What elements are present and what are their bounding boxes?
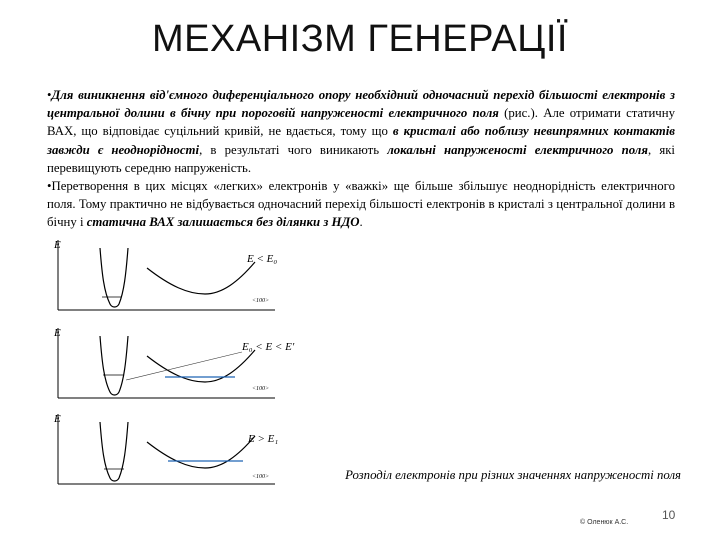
- bullet: •: [47, 88, 52, 102]
- emphasis-text: статична ВАХ залишається без ділянки з НДО: [86, 215, 360, 230]
- direction-label: <100>: [252, 386, 270, 392]
- condition-label: E > E₁: [248, 433, 279, 445]
- central-valley-curve: [100, 336, 128, 395]
- panel-2: [53, 327, 295, 398]
- transition-arrow: [126, 352, 242, 380]
- page-number: 10: [662, 508, 676, 522]
- valley-diagram: [40, 232, 310, 494]
- axis-label: E: [54, 413, 61, 425]
- paragraph-2: [47, 177, 675, 232]
- direction-label: <100>: [252, 298, 270, 304]
- emphasis-text: в кристалі або поблизу невипрямних контактів завжди є неоднорідності: [47, 124, 675, 157]
- paragraph-1: [47, 86, 675, 177]
- emphasis-text: локальні напруженості електричного поля: [387, 142, 648, 157]
- emphasis-text: Для виникнення від'ємного диференціального опору необхідний одночасний перехід більшості електронів з центральної долини в бічну при пороговій напруженості електричного поля: [47, 88, 675, 121]
- plain-text: .: [359, 215, 363, 230]
- body-text: [47, 86, 675, 232]
- axis-label: E: [54, 239, 61, 251]
- side-valley-curve: [147, 262, 255, 294]
- plain-text: , які перевищують середню напруженість.: [47, 142, 675, 175]
- plain-text: (рис.). Але отримати статичну ВАХ, що відповідає суцільний кривій, не вдається, тому що: [47, 106, 675, 139]
- central-valley-curve: [100, 422, 128, 481]
- panel-3: [53, 413, 278, 484]
- side-valley-curve: [147, 436, 255, 468]
- slide-title: МЕХАНІЗМ ГЕНЕРАЦІЇ: [152, 18, 568, 60]
- plain-text: , в результаті чого виникають: [199, 142, 388, 157]
- figure-caption: Розподіл електронів при різних значеннях напруженості поля: [345, 468, 681, 482]
- axis-label: E: [54, 327, 61, 339]
- panel-1: [53, 239, 277, 310]
- condition-label: E₀ < E < Eʹ: [242, 341, 295, 353]
- direction-label: <100>: [252, 474, 270, 480]
- plain-text: Перетворення в цих місцях «легких» електронів у «важкі» ще більше збільшує неоднорідність електричного поля. Тому практично не відбувається одночасний перехід більшості електронів в кристалі з центральної долини в бічну і: [47, 179, 675, 230]
- copyright-text: © Оленюк А.С.: [580, 519, 629, 526]
- bullet: •: [47, 179, 52, 194]
- central-valley-curve: [100, 248, 128, 307]
- condition-label: E < E₀: [247, 253, 278, 265]
